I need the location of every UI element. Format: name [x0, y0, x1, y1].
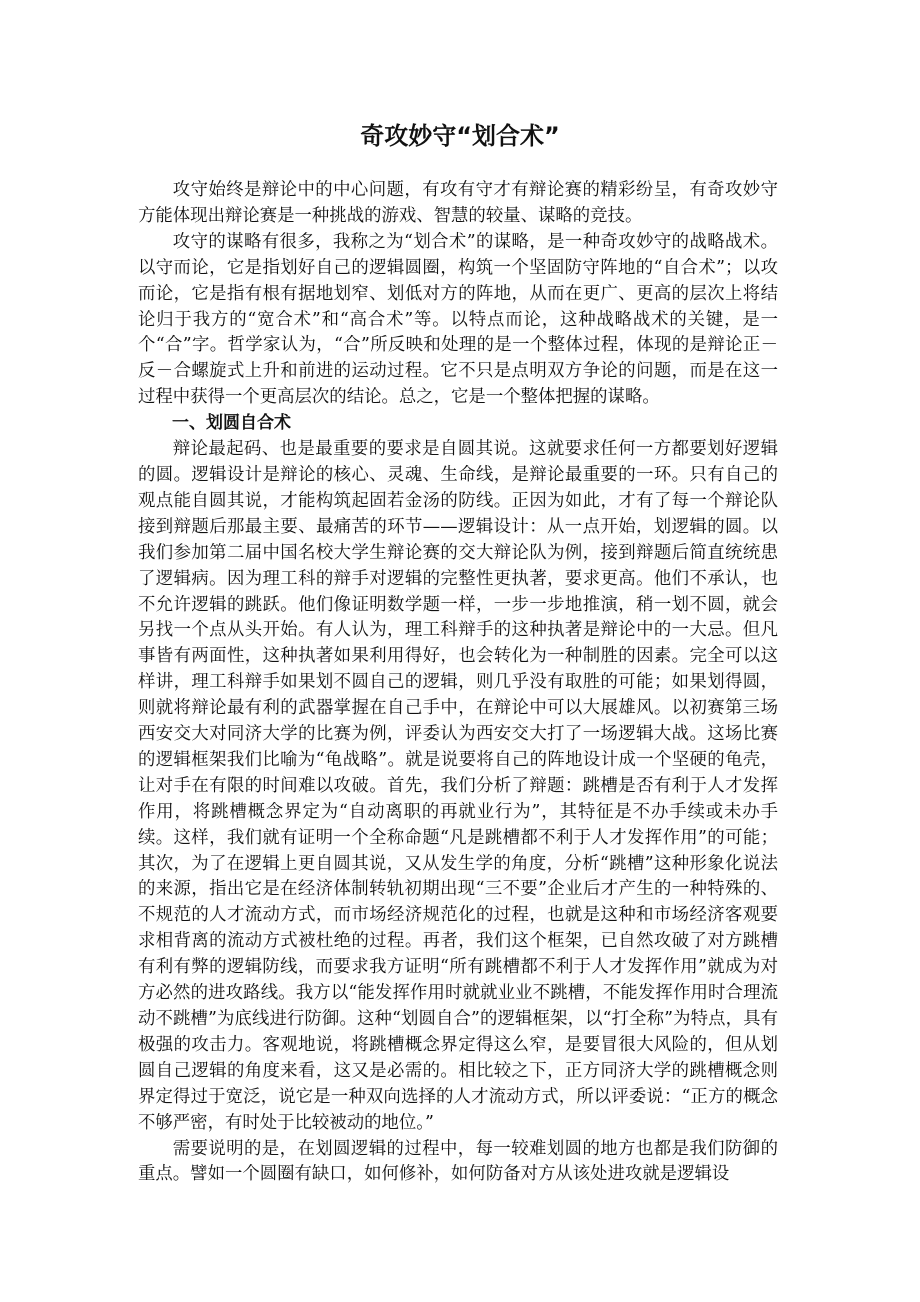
section-heading: 一、划圆自合术: [172, 413, 291, 434]
section-paragraph: 辩论最起码、也是最重要的要求是自圆其说。这就要求任何一方都要划好逻辑的圆。逻辑设计是辩论的核心、灵魂、生命线，是辩论最重要的一环。只有自己的观点能自圆其说，才能构筑起固若金汤的防线。正因为如此，才有了每一个辩论队接到辩题后那最主要、最痛苦的环节——逻辑设计：从一点开始，划逻辑的圆。以我们参加第二届中国名校大学生辩论赛的交大辩论队为例，接到辩题后简直统统患了逻辑病。因为理工科的辩手对逻辑的完整性更执著，要求更高。他们不承认，也不允许逻辑的跳跃。他们像证明数学题一样，一步一步地推演，稍一划不圆，就会另找一个点从头开始。有人认为，理工科辩手的这种执著是辩论中的一大忌。但凡事皆有两面性，这种执著如果利用得好，也会转化为一种制胜的因素。完全可以这样讲，理工科辩手如果划不圆自己的逻辑，则几乎没有取胜的可能；如果划得圆，则就将辩论最有利的武器掌握在自己手中，在辩论中可以大展雄风。以初赛第三场西安交大对同济大学的比赛为例，评委认为西安交大打了一场逻辑大战。这场比赛的逻辑框架我们比喻为“龟战略”。就是说要将自己的阵地设计成一个坚硬的龟壳，让对手在有限的时间难以攻破。首先，我们分析了辩题：跳槽是否有利于人才发挥作用，将跳槽概念界定为“自动离职的再就业行为”，其特征是不办手续或未办手续。这样，我们就有证明一个全称命题“凡是跳槽都不利于人才发挥作用”的可能；其次，为了在逻辑上更自圆其说，又从发生学的角度，分析“跳槽”这种形象化说法的来源，指出它是在经济体制转轨初期出现“三不要”企业后才产生的一种特殊的、不规范的人才流动方式，而市场经济规范化的过程，也就是这种和市场经济客观要求相背离的流动方式被杜绝的过程。再者，我们这个框架，已自然攻破了对方跳槽有利有弊的逻辑防线，而要求我方证明“所有跳槽都不利于人才发挥作用”就成为对方必然的进攻路线。我方以“能发挥作用时就就业业不跳槽，不能发挥作用时合理流动不跳槽”为底线进行防御。这种“划圆自合”的逻辑框架，以“打全称”为特点，具有极强的攻击力。客观地说，将跳槽概念界定得这么窄，是要冒很大风险的，但从划圆自己逻辑的角度来看，这又是必需的。相比较之下，正方同济大学的跳槽概念则界定得过于宽泛，说它是一种双向选择的人才流动方式，所以评委说：“正方的概念不够严密，有时处于比较被动的地位。”: [138, 439, 778, 1133]
document-title: 奇攻妙守“划合术”: [360, 122, 560, 150]
document-body: [138, 178, 778, 1188]
strategy-paragraph: 攻守的谋略有很多，我称之为“划合术”的谋略，是一种奇攻妙守的战略战术。以守而论，它是指划好自己的逻辑圆圈，构筑一个坚固防守阵地的“自合术”；以攻而论，它是指有根有据地划窄、划低对方的阵地，从而在更广、更高的层次上将结论归于我方的“宽合术”和“高合术”等。以特点而论，这种战略战术的关键，是一个“合”字。哲学家认为，“合”所反映和处理的是一个整体过程，体现的是辩论正－反－合螺旋式上升和前进的运动过程。它不只是点明双方争论的问题，而是在这一过程中获得一个更高层次的结论。总之，它是一个整体把握的谋略。: [138, 231, 778, 408]
section-paragraph: 需要说明的是，在划圆逻辑的过程中，每一较难划圆的地方也都是我们防御的重点。譬如一个圆圈有缺口，如何修补，如何防备对方从该处进攻就是逻辑设: [138, 1138, 778, 1185]
intro-paragraph: 攻守始终是辩论中的中心问题，有攻有守才有辩论赛的精彩纷呈，有奇攻妙守方能体现出辩论赛是一种挑战的游戏、智慧的较量、谋略的竞技。: [138, 180, 778, 226]
